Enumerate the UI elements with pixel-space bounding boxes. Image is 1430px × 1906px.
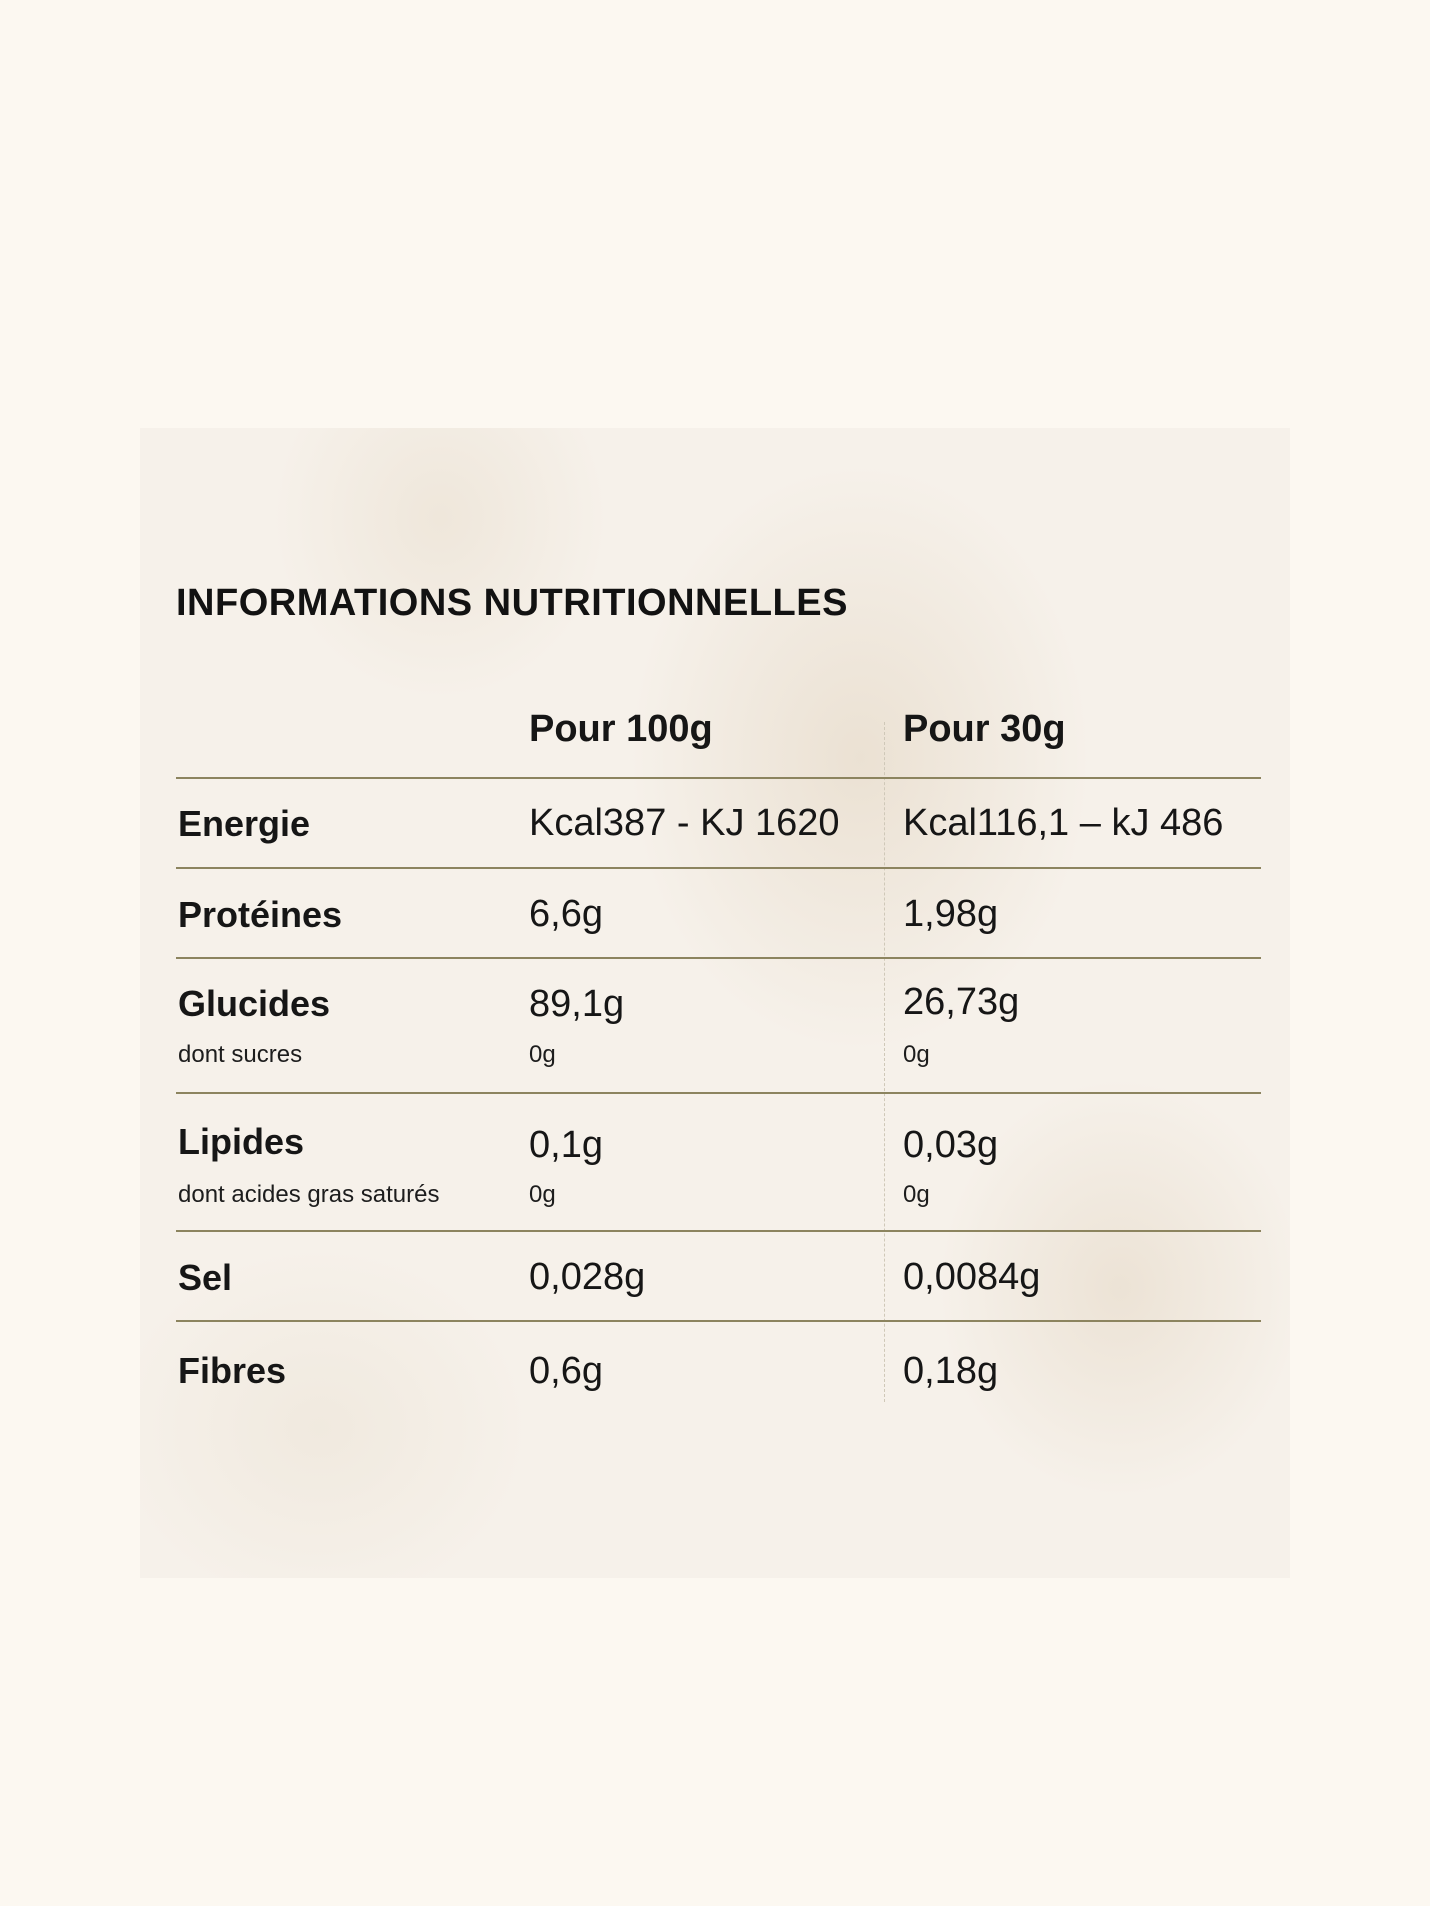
value-glucides-30g: 26,73g <box>903 981 1020 1023</box>
row-divider <box>176 1320 1261 1322</box>
value-proteines-30g: 1,98g <box>903 893 999 935</box>
row-label-energie: Energie <box>178 803 311 844</box>
value-fibres-100g: 0,6g <box>529 1350 603 1392</box>
row-label-lipides: Lipides <box>178 1121 305 1162</box>
value-sel-30g: 0,0084g <box>903 1256 1041 1298</box>
value-acides-gras-100g: 0g <box>529 1181 556 1208</box>
value-acides-gras-30g: 0g <box>903 1181 930 1208</box>
row-divider <box>176 957 1261 959</box>
row-label-proteines: Protéines <box>178 894 343 935</box>
column-divider <box>884 722 885 1402</box>
sub-label-sucres: dont sucres <box>178 1041 303 1068</box>
column-header-100g: Pour 100g <box>529 708 713 750</box>
value-proteines-100g: 6,6g <box>529 893 603 935</box>
value-energie-100g: Kcal387 - KJ 1620 <box>529 802 840 844</box>
sub-label-acides-gras: dont acides gras saturés <box>178 1181 440 1208</box>
row-divider <box>176 777 1261 779</box>
value-glucides-100g: 89,1g <box>529 983 625 1025</box>
row-label-fibres: Fibres <box>178 1350 287 1391</box>
column-header-30g: Pour 30g <box>903 708 1066 750</box>
row-label-glucides: Glucides <box>178 983 331 1024</box>
value-sucres-100g: 0g <box>529 1041 556 1068</box>
row-divider <box>176 1230 1261 1232</box>
row-divider <box>176 1092 1261 1094</box>
value-fibres-30g: 0,18g <box>903 1350 999 1392</box>
nutrition-title: INFORMATIONS NUTRITIONNELLES <box>176 582 848 624</box>
value-lipides-30g: 0,03g <box>903 1124 999 1166</box>
value-energie-30g: Kcal116,1 – kJ 486 <box>903 802 1224 844</box>
row-label-sel: Sel <box>178 1257 233 1298</box>
value-sucres-30g: 0g <box>903 1041 930 1068</box>
row-divider <box>176 867 1261 869</box>
value-sel-100g: 0,028g <box>529 1256 646 1298</box>
value-lipides-100g: 0,1g <box>529 1124 603 1166</box>
